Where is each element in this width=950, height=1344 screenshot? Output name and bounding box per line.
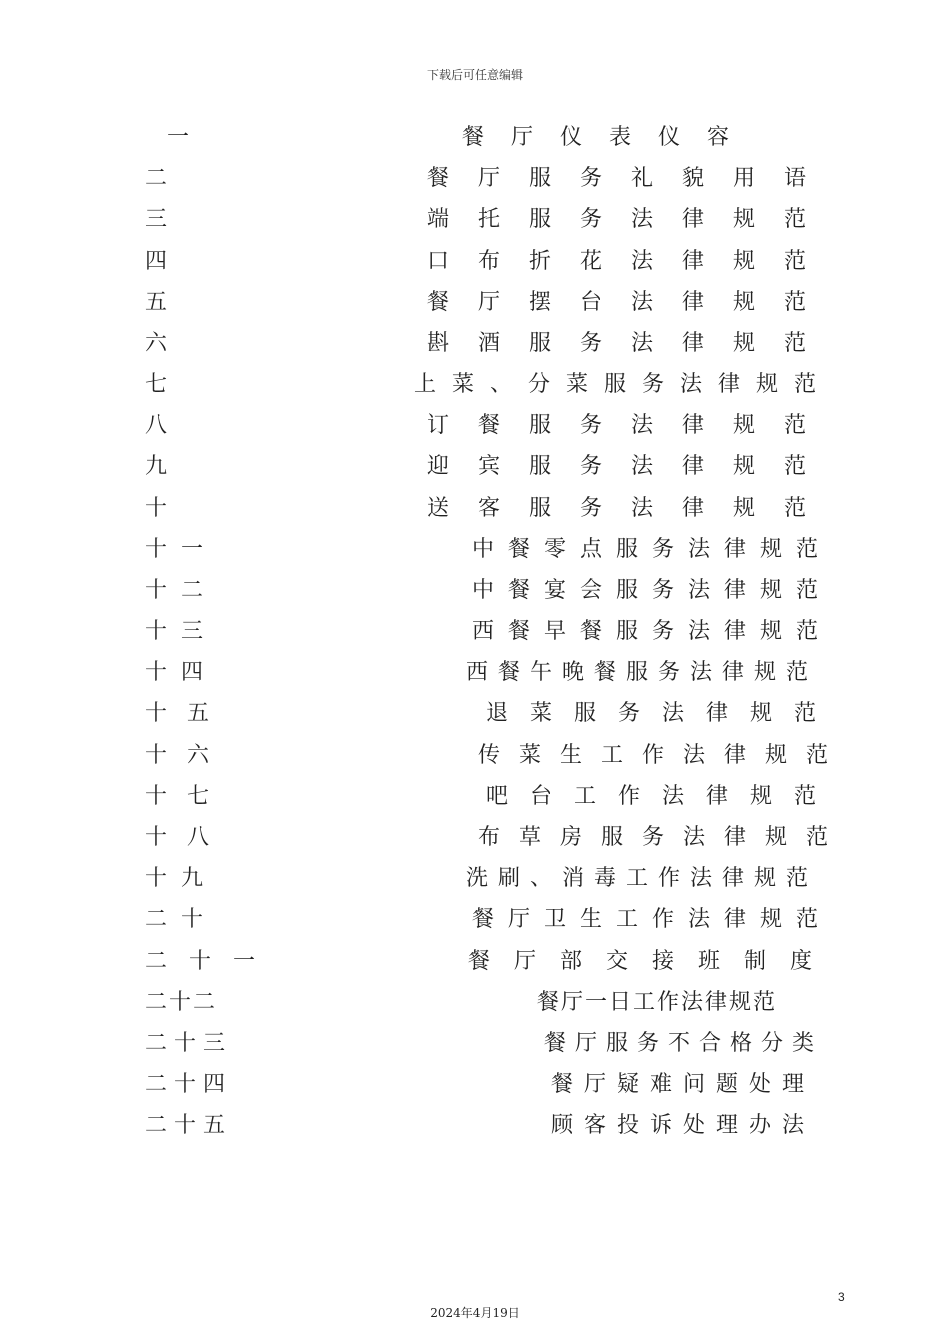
toc-item-title: 吧台工作法律规范	[486, 784, 839, 809]
toc-item-number: 三	[145, 207, 168, 232]
toc-item-number: 十八	[145, 825, 230, 850]
page-footer-date: 2024年4月19日	[430, 1306, 520, 1320]
toc-item-title: 布草房服务法律规范	[478, 825, 848, 850]
toc-item	[0, 242, 950, 282]
toc-item	[0, 159, 950, 199]
toc-item	[0, 859, 950, 899]
toc-item-number: 二	[145, 166, 168, 191]
toc-item-title: 顾客投诉处理办法	[551, 1113, 816, 1138]
toc-item	[0, 694, 950, 734]
toc-item-number: 二十三	[145, 1031, 233, 1056]
toc-item-title: 中餐零点服务法律规范	[472, 537, 833, 562]
toc-item-title: 传菜生工作法律规范	[478, 743, 848, 768]
toc-item-number: 十七	[145, 784, 230, 809]
toc-item-number: 十六	[145, 743, 230, 768]
toc-item-number: 七	[145, 372, 168, 397]
toc-item-title: 西餐早餐服务法律规范	[472, 619, 833, 644]
toc-item-title: 退菜服务法律规范	[486, 701, 839, 726]
toc-item-number: 八	[145, 413, 168, 438]
toc-item	[0, 447, 950, 487]
toc-item-title: 餐厅服务不合格分类	[544, 1031, 824, 1056]
toc-item-title: 迎宾服务法律规范	[427, 454, 836, 479]
toc-item	[0, 777, 950, 817]
toc-item-title: 西餐午晚餐服务法律规范	[466, 660, 819, 685]
toc-item-title: 餐厅一日工作法律规范	[537, 990, 778, 1015]
toc-item	[0, 489, 950, 529]
toc-item-number: 十四	[145, 660, 218, 685]
toc-item-number: 十二	[145, 578, 218, 603]
toc-item-title: 餐厅疑难问题处理	[551, 1072, 816, 1097]
toc-item	[0, 571, 950, 611]
toc-item	[0, 983, 950, 1023]
toc-item-title: 餐厅卫生工作法律规范	[472, 907, 833, 932]
toc-item-title: 订餐服务法律规范	[427, 413, 836, 438]
toc-item-number: 二十四	[145, 1072, 233, 1097]
toc-item-title: 餐厅仪表仪容	[462, 125, 757, 150]
toc-item	[0, 942, 950, 982]
toc-item	[0, 1106, 950, 1146]
toc-item-number: 五	[145, 290, 168, 315]
toc-item-title: 口布折花法律规范	[427, 249, 836, 274]
toc-item-number: 一	[167, 125, 190, 150]
toc-item	[0, 406, 950, 446]
toc-item	[0, 365, 950, 405]
toc-item	[0, 736, 950, 776]
toc-item-title: 上菜、分菜服务法律规范	[414, 372, 833, 397]
toc-item-number: 二十二	[145, 990, 218, 1015]
toc-item	[0, 900, 950, 940]
toc-item-number: 十	[145, 496, 168, 521]
toc-item	[0, 324, 950, 364]
toc-item-title: 送客服务法律规范	[427, 496, 836, 521]
toc-item-title: 餐厅摆台法律规范	[427, 290, 836, 315]
toc-item-number: 十三	[145, 619, 218, 644]
table-of-contents	[0, 118, 950, 1158]
toc-item	[0, 818, 950, 858]
page-header: 下载后可任意编辑	[426, 68, 523, 82]
toc-item-title: 端托服务法律规范	[427, 207, 836, 232]
page-number: 3	[838, 1290, 845, 1304]
toc-item-number: 四	[145, 249, 168, 274]
toc-item-number: 二十一	[145, 949, 278, 974]
toc-item	[0, 653, 950, 693]
toc-item-number: 十九	[145, 866, 218, 891]
toc-item-number: 二十五	[145, 1113, 233, 1138]
toc-item-title: 中餐宴会服务法律规范	[472, 578, 833, 603]
toc-item	[0, 200, 950, 240]
toc-item	[0, 1065, 950, 1105]
toc-item-title: 斟酒服务法律规范	[427, 331, 836, 356]
toc-item-number: 六	[145, 331, 168, 356]
toc-item-number: 二十	[145, 907, 218, 932]
toc-item	[0, 530, 950, 570]
toc-item	[0, 1024, 950, 1064]
toc-item-title: 餐厅部交接班制度	[468, 949, 837, 974]
toc-item-number: 十五	[145, 701, 230, 726]
toc-item-number: 九	[145, 454, 168, 479]
toc-item	[0, 118, 950, 158]
toc-item-number: 十一	[145, 537, 218, 562]
toc-item	[0, 612, 950, 652]
toc-item-title: 洗刷、消毒工作法律规范	[466, 866, 819, 891]
toc-item	[0, 283, 950, 323]
toc-item-title: 餐厅服务礼貌用语	[427, 166, 836, 191]
